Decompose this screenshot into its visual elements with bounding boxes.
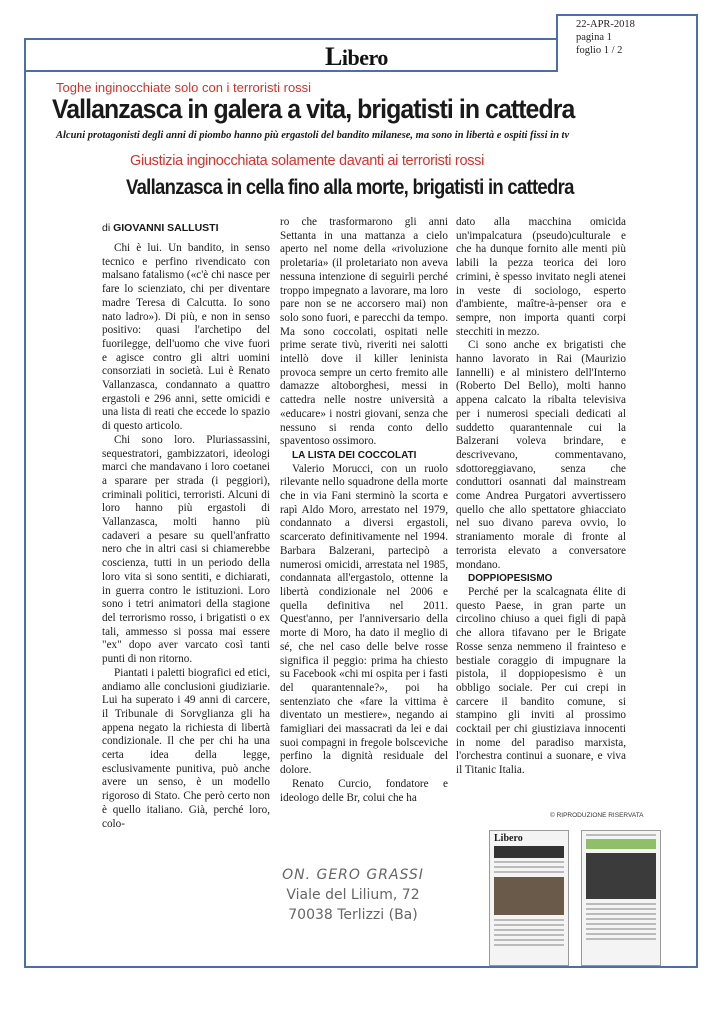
thumbnail-photo — [586, 853, 656, 899]
secondary-headline: Vallanzasca in cella fino alla morte, brigatisti in cattedra — [126, 176, 574, 199]
paragraph: Valerio Morucci, con un ruolo rilevante nello squadrone della morte che in via Fani sterminò la scorta e rapì Aldo Moro, arrestato nel 1979, condannato a diversi ergastoli, scarcerato definitivamente nel 1994. Barbara Balzerani, partecipò a numerosi omicidi, arrestata nel 1985, condannata all'ergastolo, ottenne la libertà condizionale nel 2006 e quella definitiva nel 2011. Quest'anno, per l'anniversario della morte di Moro, ha dato il meglio di sé, che nel caso delle belve rosse significa il peggio: prima ha chiesto su Facebook «chi mi ospita per i fasti del quarantennale?», poi ha sentenziato che «fare la vittima è diventato un mestiere», negando ai famigliari dei massacrati da lei e dai suoi compagni in fregole bolsceviche perfino la dignità residuale del dolore. — [280, 462, 448, 777]
deck: Alcuni protagonisti degli anni di piombo hanno più ergastoli del bandito milanese, ma sono in libertà e ospiti fissi in tv — [56, 130, 570, 141]
column-2 — [280, 216, 448, 805]
page-thumbnails — [489, 830, 659, 966]
column-3 — [456, 216, 626, 778]
paragraph: Renato Curcio, fondatore e ideologo delle Br, colui che ha — [280, 777, 448, 804]
column-1 — [102, 242, 270, 831]
paragraph: dato alla macchina omicida un'impalcatura (pseudo)culturale e che ha dunque fornito alle menti più labili la pezza teorica dei loro crimini, è spesso invitato negli atenei in veste di sociologo, esperto d'ambiente, maître-à-penser ora e sempre, non importa quanti corpi stecchiti in mezzo. — [456, 216, 626, 338]
kicker-top: Toghe inginocchiate solo con i terroristi rossi — [56, 80, 312, 95]
thumbnail-front-page — [489, 830, 569, 966]
paragraph: Piantati i paletti biografici ed etici, andiamo alle conclusioni giudiziarie. Lui ha superato i 49 anni di carcere, il Tribunale di Sorvglianza gli ha appena negato la richiesta di libertà condizionale. Il che per chi ha una certa idea della legge, esclusivamente punitiva, può anche avere un senso, è un modello rigoroso di Stato. Che però certo non è quello italiano. Già, perché loro, colo- — [102, 666, 270, 830]
clipping-sheet: foglio 1 / 2 — [576, 45, 623, 56]
kicker-secondary: Giustizia inginocchiata solamente davanti ai terroristi rossi — [130, 153, 485, 169]
newspaper-logo: Libero — [325, 42, 388, 71]
subheading-coccolati: LA LISTA DEI COCCOLATI — [292, 449, 417, 461]
address-stamp — [278, 865, 428, 925]
thumbnail-inner-page — [581, 830, 661, 966]
stamp-name: ON. GERO GRASSI — [282, 867, 424, 883]
copyright-notice: © RIPRODUZIONE RISERVATA — [550, 812, 644, 819]
byline: di GIOVANNI SALLUSTI — [102, 222, 219, 234]
stamp-street: Viale del Lilium, 72 — [286, 887, 420, 903]
paragraph: Chi è lui. Un bandito, in senso tecnico e perfino rivendicato con malsano fatalismo («c'è chi nasce per fare lo scienziato, chi per diventare madre Teresa di Calcutta. Io sono nato ladro»). Di più, e non in senso positivo: quasi l'archetipo del fuorilegge, dell'uomo che vive fuori e agisce contro gli altri uomini consorziati in società. Lui è Renato Vallanzasca, condannato a quattro ergastoli e 296 anni, sette omicidi e una lista di reati che eccede lo spazio di questo articolo. — [102, 242, 270, 433]
clipping-page: pagina 1 — [576, 32, 612, 43]
paragraph: Perché per la scalcagnata élite di questo Paese, in gran parte un circolino chiuso a quei figli di papà che allora tifavano per le Brigate Rosse senza nemmeno il frainteso e bestiale coraggio di impugnare la pistola, il doppiopesismo è un obbligo sociale. Per cui crepi in carcere il bandito comune, si stampino gli inviti al prossimo cocktail per chi giustiziava innocenti in nome del paradiso marxista, l'orchestra continui a suonare, e viva il Titanic Italia. — [456, 585, 626, 777]
thumbnail-logo: Libero — [494, 833, 523, 844]
clipping-info-box — [556, 14, 698, 72]
thumbnail-photo — [494, 877, 564, 915]
stamp-city: 70038 Terlizzi (Ba) — [288, 907, 418, 923]
subheading-doppiopesismo: DOPPIOPESISMO — [468, 573, 553, 585]
paragraph: Chi sono loro. Pluriassassini, sequestratori, gambizzatori, ideologi marci che mandavano i loro coetanei a sparare per strada (i peggiori), criminali politici, terroristi. Alcuni di loro hanno più ergastoli di Vallanzasca, molti hanno più cadaveri a pesare su quell'anfratto nero che in altri casi si chiamerebbe coscienza, tutti in un periodo della loro vita si sono sentiti, e dichiarati, in guerra contro le istituzioni. Loro sono i tetri animatori della stagione del terrorismo rosso, i brigatisti o ex tali, ammesso si possa mai essere "ex" dopo aver varcato così tanti punti di non ritorno. — [102, 433, 270, 666]
main-headline: Vallanzasca in galera a vita, brigatisti in cattedra — [52, 94, 575, 124]
paragraph: Ci sono anche ex brigatisti che hanno lavorato in Rai (Maurizio Iannelli) e al ministero dell'Interno (Roberto Del Bello), molti hanno appena calcato la ribalta televisiva per i numerosi speciali dedicati al suddetto quarantennale cui la Balzerani voleva brindare, e descrivevano, commentavano, sdottoreggiavano, senza che conduttori osannati dal mainstream come Andrea Purgatori avvertissero quello che allo spettatore ghiacciato nel suo divano pareva ovvio, lo straniamento morale di fronte al terrorista elevato a conversatore mondano. — [456, 339, 626, 571]
clipping-date: 22-APR-2018 — [576, 19, 635, 30]
paragraph: ro che trasformarono gli anni Settanta in una mattanza a cielo aperto nel nome della «rivoluzione proletaria» (il proletariato non aveva nessuna intenzione di seguirli perché troppo impegnato a lavorare, ma loro pare non se ne accorsero mai) non solo sono fuori, e parecchi da tempo. Ma sono coccolati, ospitati nelle prime serate tivù, riveriti nei salotti intellò dove il killer leninista provoca sempre un certo fremito alle damazze altoborghesi, messi in cattedra nelle nostre università a «educare» i nostri giovani, senza che nessuno si renda conto dello spaventoso ossimoro. — [280, 216, 448, 448]
